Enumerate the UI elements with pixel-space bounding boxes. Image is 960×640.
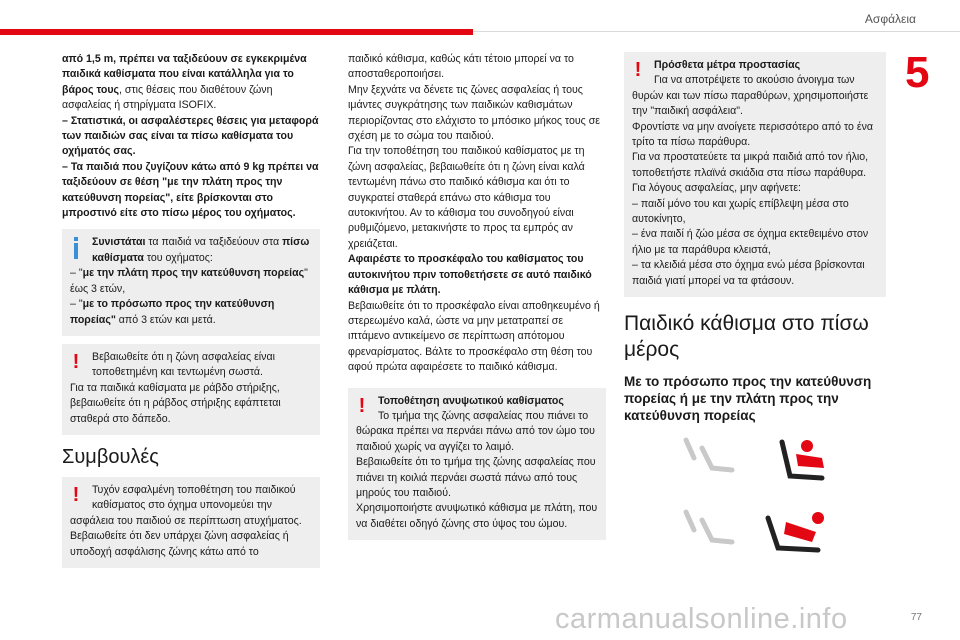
- warning-box: ! Τυχόν εσφαλμένη τοποθέτηση του παιδικού καθίσματος στο όχημα υπονομεύει την ασφάλεια του παιδιού σε περίπτωση ατυχήματος. Βεβαιωθείτε ότι δεν υπάρχει ζώνη ασφαλείας ή υποδοχή ασφάλισης ζώνης κάτω από το: [62, 477, 320, 568]
- column-1: [62, 52, 320, 576]
- paragraph: – Στατιστικά, οι ασφαλέστερες θέσεις για μεταφορά των παιδιών σας είναι τα πίσω καθίσματα του οχήματός σας.: [62, 114, 319, 158]
- warning-icon: !: [72, 350, 80, 373]
- chapter-number: 5: [905, 48, 930, 97]
- section-heading: Παιδικό κάθισμα στο πίσω μέρος: [624, 312, 869, 362]
- column-2: [348, 52, 606, 548]
- header-rule: [473, 31, 960, 32]
- warning-box: ! Τοποθέτηση ανυψωτικού καθίσματος Το τμήμα της ζώνης ασφαλείας που πιάνει το θώρακα πρέπει να περνάει πάνω από τον ώμο του παιδιού χωρίς να αγγίζει το λαιμό. Βεβαιωθείτε ότι το τμήμα της ζώνης ασφαλείας που πιάνει τη κοιλιά περνάει σωστά πάνω από τους μηρούς του παιδιού. Χρησιμοποιήστε ανυψωτικό κάθισμα με πλάτη, που να διαθέτει οδηγό ζώνης στο ύψος του ώμου.: [348, 388, 606, 541]
- watermark: carmanualsonline.info: [555, 603, 848, 635]
- paragraph: Για την τοποθέτηση του παιδικού καθίσματος με τη ζώνη ασφαλείας, βεβαιωθείτε ότι η ζώνη είναι καλά τεντωμένη πάνω στο παιδικό κάθισμα και ότι το συγκρατεί σταθερά επάνω στο κάθισμα του αυτοκινήτου. Αν το κάθισμα του συνοδηγού είναι ρυθμιζόμενο, μετακινήστε το προς τα εμπρός αν χρειάζεται.: [348, 145, 585, 250]
- paragraph: – Τα παιδιά που ζυγίζουν κάτω από 9 kg πρέπει να ταξιδεύουν σε θέση "με την πλάτη προς την κατεύθυνση πορείας", είτε βρίσκονται στο μπροστινό είτε στο πίσω μέρος του οχήματος.: [62, 160, 319, 220]
- warning-box: ! Βεβαιωθείτε ότι η ζώνη ασφαλείας είναι τοποθετημένη και τεντωμένη σωστά. Για τα παιδικά καθίσματα με ράβδο στήριξης, βεβαιωθείτε ότι η ράβδος στήριξης εφάπτεται σταθερά στο δάπεδο.: [62, 344, 320, 435]
- info-icon: [74, 237, 86, 259]
- section-heading: Συμβουλές: [62, 445, 159, 468]
- paragraph: Βεβαιωθείτε ότι το προσκέφαλο είναι αποθηκευμένο ή στερεωμένο καλά, ώστε να μην μετατραπεί σε ιπτάμενο αντικείμενο σε περίπτωση απότομου φρεναρίσματος. Βάλτε το προσκέφαλο στη θέση του αφού πρώτα αφαιρέσετε το παιδικό κάθισμα.: [348, 299, 600, 374]
- child-seat-illustration: [672, 436, 852, 576]
- section-title: Ασφάλεια: [864, 12, 916, 26]
- info-box: Συνιστάται τα παιδιά να ταξιδεύουν στα πίσω καθίσματα του οχήματος: – "με την πλάτη προς την κατεύθυνση πορείας" έως 3 ετών, – "με το πρόσωπο προς την κατεύθυνση πορείας" από 3 ετών και μετά.: [62, 229, 320, 335]
- paragraph: Αφαιρέστε το προσκέφαλο του καθίσματος του αυτοκινήτου πριν τοποθετήσετε σε αυτό παιδικό κάθισμα με πλάτη.: [348, 253, 592, 297]
- warning-box: ! Πρόσθετα μέτρα προστασίας Για να αποτρέψετε το ακούσιο άνοιγμα των θυρών και των πίσω παραθύρων, χρησιμοποιήστε την "παιδική ασφάλεια". Φροντίστε να μην ανοίγετε περισσότερο από το ένα τρίτο τα πίσω παράθυρα. Για να προστατεύετε τα μικρά παιδιά από τον ήλιο, τοποθετήστε πλαϊνά σκιάδια στα πίσω παράθυρα. Για λόγους ασφαλείας, μην αφήνετε: – παιδί μόνο του και χωρίς επίβλεψη μέσα στο αυτοκίνητο, – ένα παιδί ή ζώο μέσα σε όχημα εκτεθειμένο στον ήλιο με τα παράθυρα κλειστά, – τα κλειδιά μέσα στο όχημα ενώ μέσα βρίσκονται παιδιά γιατί μπορεί να τα φτάσουν.: [624, 52, 886, 297]
- paragraph: από 1,5 m, πρέπει να ταξιδεύουν σε εγκεκριμένα παιδικά καθίσματα που είναι κατάλληλα για το βάρος τους, στις θέσεις που διαθέτουν ζώνη ασφαλείας ή στηρίγματα ISOFIX.: [62, 53, 307, 112]
- page-number: 77: [910, 612, 922, 623]
- warning-icon: !: [634, 59, 642, 81]
- column-3: [624, 52, 886, 576]
- header-accent-bar: [0, 29, 473, 35]
- paragraph: παιδικό κάθισμα, καθώς κάτι τέτοιο μπορεί να το αποσταθεροποιήσει.: [348, 53, 574, 81]
- subsection-heading: Με το πρόσωπο προς την κατεύθυνση πορείας ή με την πλάτη προς την κατεύθυνση πορείας: [624, 374, 872, 424]
- child-seat-forward-icon: [672, 436, 852, 576]
- warning-icon: !: [358, 394, 366, 417]
- paragraph: Μην ξεχνάτε να δένετε τις ζώνες ασφαλείας ή τους ιμάντες συγκράτησης των παιδικών καθισμάτων περιορίζοντας στο ελάχιστο το μπόσικο μήκος τους σε σχέση με το σώμα του παιδιού.: [348, 83, 600, 143]
- warning-icon: !: [72, 483, 80, 506]
